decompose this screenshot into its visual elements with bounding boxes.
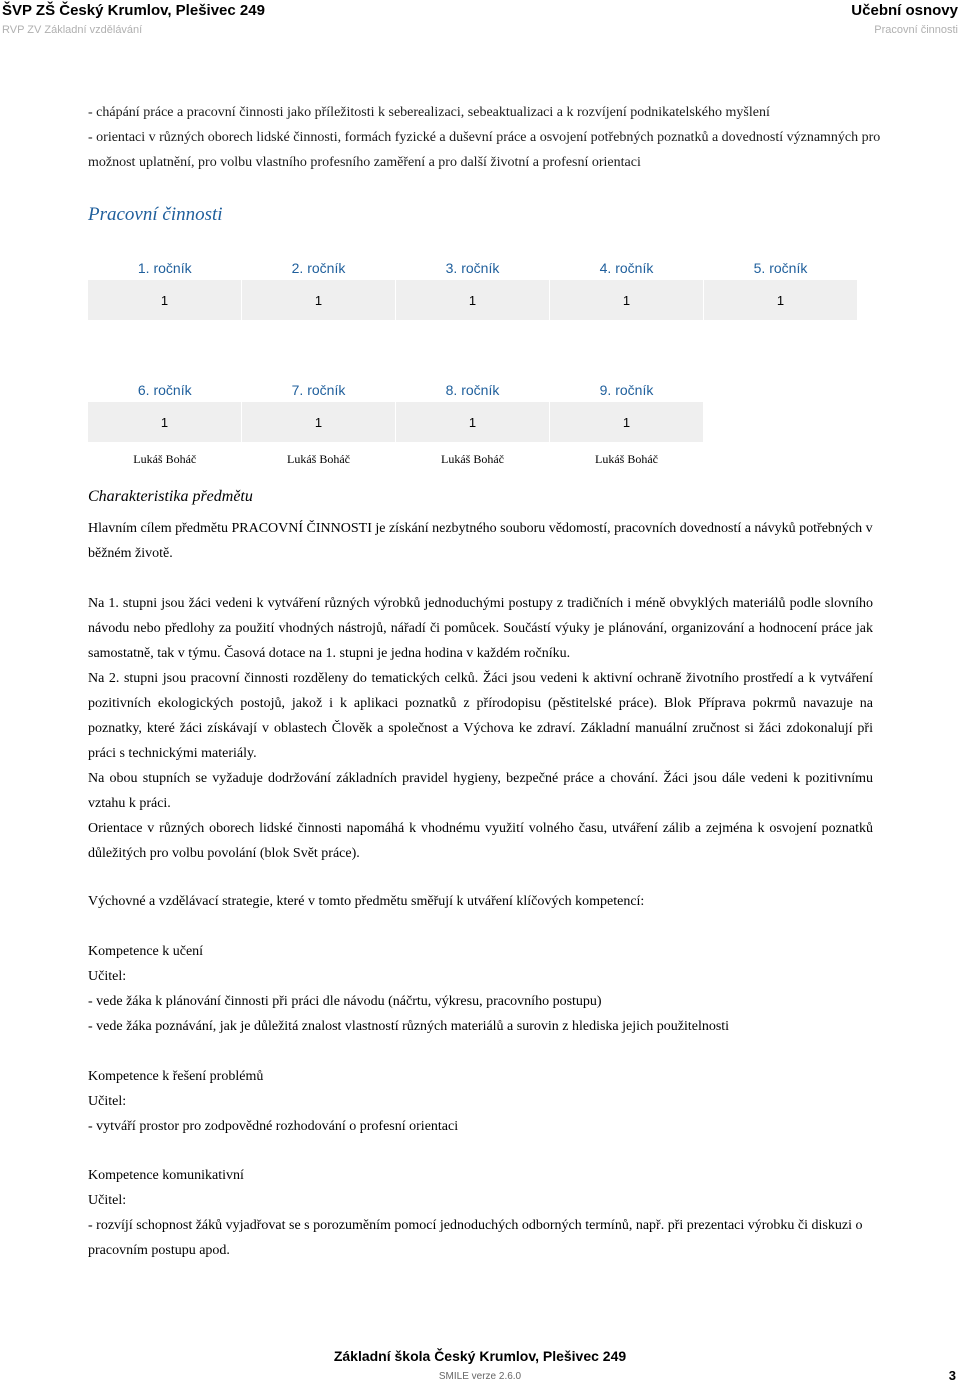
grade-label: 6. ročník bbox=[137, 382, 192, 398]
grade-hours: 1 bbox=[88, 280, 242, 320]
grade-hours: 1 bbox=[704, 280, 858, 320]
intro-text bbox=[88, 100, 888, 175]
paragraph: Hlavním cílem předmětu PRACOVNÍ ČINNOSTI je získání nezbytného souboru vědomostí, pracovních dovedností a návyků potřebných v běžném životě. bbox=[88, 521, 873, 561]
grade-hours: 1 bbox=[242, 402, 396, 442]
grade-hours-table-1 bbox=[88, 256, 858, 320]
school-name: ŠVP ZŠ Český Krumlov, Plešivec 249 bbox=[2, 2, 265, 19]
intro-line: - orientaci v různých oborech lidské činnosti, formách fyzické a duševní práce a osvojení potřebných poznatků a dovedností významných pro možnost uplatnění, pro volbu vlastního profesního zaměření a pro další životní a profesní orientaci bbox=[88, 130, 881, 170]
teacher-name: Lukáš Boháč bbox=[133, 451, 197, 466]
grade-hours-table-2 bbox=[88, 378, 704, 476]
strategies-intro bbox=[88, 889, 873, 914]
teacher-name: Lukáš Boháč bbox=[287, 451, 350, 466]
competence-role: Učitel: bbox=[88, 1193, 127, 1208]
page-header-right bbox=[851, 2, 958, 36]
competence-problem-solving bbox=[88, 1064, 873, 1139]
program-name: RVP ZV Základní vzdělávání bbox=[2, 24, 143, 36]
subject-title: Pracovní činnosti bbox=[88, 204, 223, 225]
grade-hours: 1 bbox=[242, 280, 396, 320]
grade-hours: 1 bbox=[550, 402, 704, 442]
characteristics-title: Charakteristika předmětu bbox=[88, 488, 253, 505]
grade-label: 1. ročník bbox=[137, 260, 192, 276]
characteristics-body bbox=[88, 591, 873, 866]
grade-label: 4. ročník bbox=[599, 260, 654, 276]
paragraph: Orientace v různých oborech lidské činnosti napomáhá k vhodnému využití volného času, utváření zálib a zejména k osvojení poznatků důležitých pro volbu povolání (blok Svět práce). bbox=[88, 821, 873, 861]
paragraph: Na 2. stupni jsou pracovní činnosti rozděleny do tematických celků. Žáci jsou vedeni k aktivní ochraně životního prostředí a k vytváření pozitivních ekologických postojů, jakož i k aplikaci poznatků z přírodopisu (pěstitelské práce). Blok Příprava pokrmů navazuje na poznatky, které žáci získávají v oblastech Člověk a společnost a Výchova ke zdraví. Základní manuální zručnost si žáci zdokonalují při práci s technickými materiály. bbox=[88, 671, 873, 761]
competence-title: Kompetence komunikativní bbox=[88, 1168, 244, 1183]
grade-hours: 1 bbox=[396, 280, 550, 320]
competence-item: - rozvíjí schopnost žáků vyjadřovat se s porozuměním pomocí jednoduchých odborných termínů, např. při prezentaci výrobku či diskuzi o pracovním postupu apod. bbox=[88, 1218, 863, 1258]
competence-learning bbox=[88, 939, 873, 1039]
paragraph: Výchovné a vzdělávací strategie, které v tomto předmětu směřují k utváření klíčových kompetencí: bbox=[88, 894, 645, 909]
footer-school-name: Základní škola Český Krumlov, Plešivec 249 bbox=[333, 1348, 627, 1364]
grade-hours: 1 bbox=[88, 402, 242, 442]
page-header-left bbox=[2, 2, 265, 36]
paragraph: Na obou stupních se vyžaduje dodržování základních pravidel hygieny, bezpečné práce a chování. Žáci jsou dále vedeni k pozitivnímu vztahu k práci. bbox=[88, 771, 873, 811]
teacher-name: Lukáš Boháč bbox=[441, 451, 504, 466]
grade-label: 3. ročník bbox=[445, 260, 500, 276]
grade-label: 8. ročník bbox=[445, 382, 500, 398]
grade-hours: 1 bbox=[550, 280, 704, 320]
paragraph: Na 1. stupni jsou žáci vedeni k vytváření různých výrobků jednoduchými postupy z tradičních i méně obvyklých materiálů podle slovního návodu nebo předlohy za použití vhodných nástrojů, nářadí či pomůcek. Součástí výuky je plánování, organizování a hodnocení práce jak samostatně, tak v týmu. Časová dotace na 1. stupni je jedna hodina v každém ročníku. bbox=[88, 596, 873, 661]
grade-label: 9. ročník bbox=[599, 382, 654, 398]
document-subtitle: Pracovní činnosti bbox=[874, 24, 958, 36]
grade-label: 7. ročník bbox=[291, 382, 346, 398]
competence-role: Učitel: bbox=[88, 969, 127, 984]
competence-item: - vytváří prostor pro zodpovědné rozhodování o profesní orientaci bbox=[88, 1119, 459, 1134]
characteristics-intro bbox=[88, 516, 873, 566]
competence-item: - vede žáka poznávání, jak je důležitá znalost vlastností různých materiálů a surovin z hlediska jejich použitelnosti bbox=[88, 1019, 730, 1034]
footer-version: SMILE verze 2.6.0 bbox=[438, 1371, 522, 1382]
intro-line: - chápání práce a pracovní činnosti jako příležitosti k seberealizaci, sebeaktualizaci a k rozvíjení podnikatelského myšlení bbox=[88, 105, 770, 120]
page-number: 3 bbox=[948, 1368, 956, 1383]
competence-item: - vede žáka k plánování činnosti při práci dle návodu (náčrtu, výkresu, pracovního postupu) bbox=[88, 994, 602, 1009]
competence-role: Učitel: bbox=[88, 1094, 127, 1109]
competence-title: Kompetence k řešení problémů bbox=[88, 1069, 264, 1084]
grade-label: 2. ročník bbox=[291, 260, 346, 276]
competence-communicative bbox=[88, 1163, 873, 1263]
grade-hours: 1 bbox=[396, 402, 550, 442]
grade-label: 5. ročník bbox=[753, 260, 808, 276]
teacher-name: Lukáš Boháč bbox=[595, 451, 658, 466]
document-title: Učební osnovy bbox=[851, 2, 958, 19]
competence-title: Kompetence k učení bbox=[88, 944, 204, 959]
